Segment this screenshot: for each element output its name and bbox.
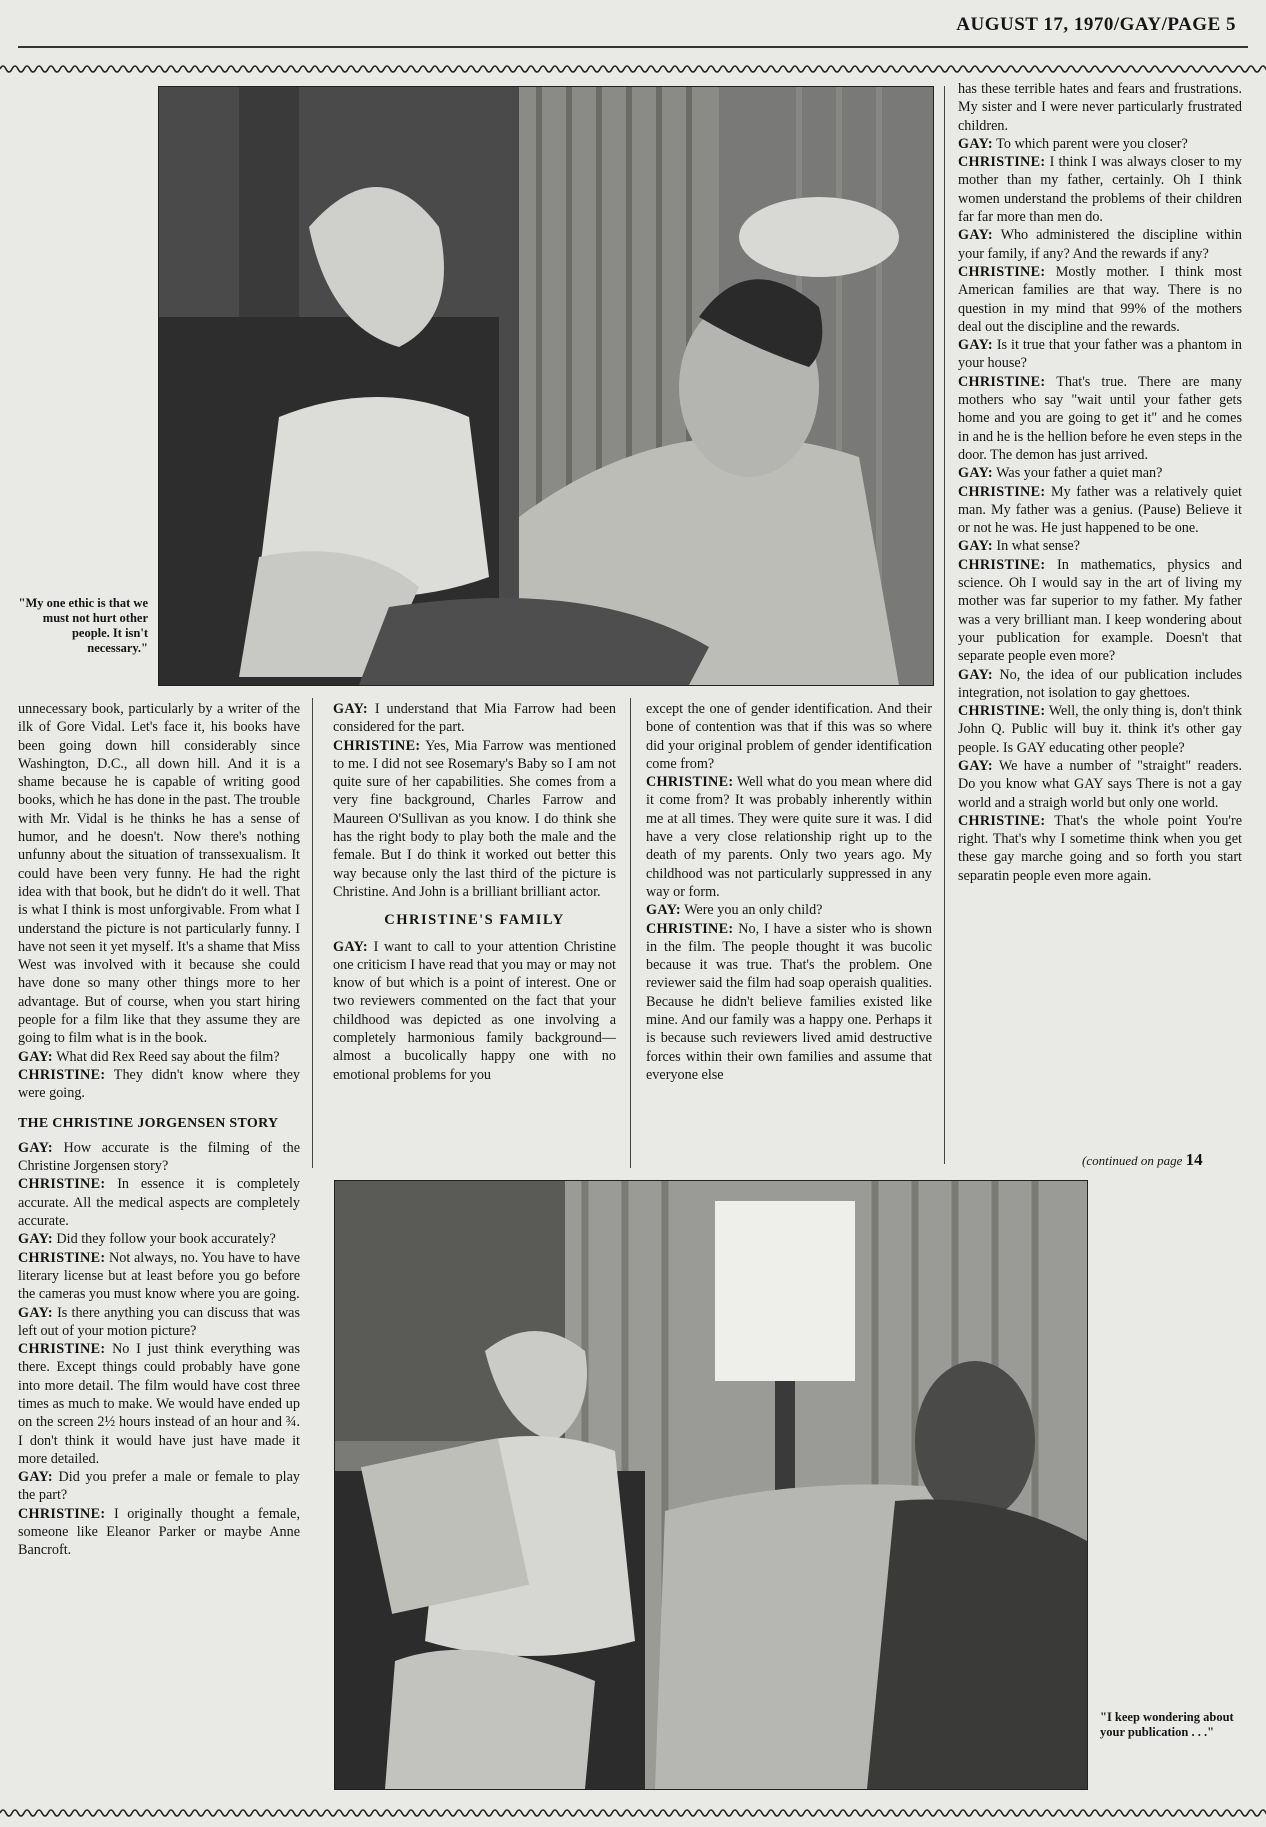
section-heading-story: THE CHRISTINE JORGENSEN STORY [18, 1115, 279, 1131]
paragraph-text: Not always, no. You have to have literary license but at least before you go before the cameras you must know where you are going. [18, 1249, 300, 1303]
speaker-label: CHRISTINE: [18, 1176, 106, 1193]
column-1b-paragraphs [18, 1139, 300, 1560]
paragraph-text: Yes, Mia Farrow was mentioned to me. I did not see Rosemary's Baby so I am not quite sure of her capabilities. She comes from a very fine background, Charles Farrow and Maureen O'Sullivan as you know. I do think she has the right body to play both the male and the female. But I do think it worked out better this way because only the last third of the picture is Christine. And John is a brilliant brilliant actor. [333, 737, 616, 900]
speaker-label: GAY: [18, 1048, 53, 1065]
paragraph-text: In what sense? [996, 538, 1080, 555]
paragraph [333, 737, 616, 902]
speaker-label: GAY: [18, 1231, 53, 1248]
paragraph [18, 1505, 300, 1560]
paragraph [958, 263, 1242, 336]
bottom-photo-caption: "I keep wondering about your publication . . ." [1100, 1710, 1234, 1739]
speaker-label: CHRISTINE: [958, 812, 1046, 829]
continued-page-number: 14 [1185, 1150, 1203, 1169]
paragraph-text: No, the idea of our publication includes integration, not isolation to gay ghettoes. [958, 666, 1242, 701]
column-3-paragraphs [646, 700, 932, 1084]
speaker-label: GAY: [646, 902, 681, 919]
column-divider-1 [312, 698, 313, 1168]
speaker-label: GAY: [958, 538, 993, 555]
paragraph [958, 336, 1242, 373]
column-divider-3 [944, 86, 945, 1164]
paragraph [18, 1175, 300, 1230]
paragraph-text: No, I have a sister who is shown in the film. The people thought it was bucolic because it was true. That's the problem. One reviewer said the film had soap operaish qualities. Because he didn't believe families existed like mine. And our family was a happy one. Perhaps it is because such reviewers lived amid destructive forces within their own families and assume that everyone else [646, 920, 932, 1083]
masthead: AUGUST 17, 1970/GAY/PAGE 5 [956, 14, 1236, 35]
paragraph [18, 1249, 300, 1304]
speaker-label: GAY: [18, 1304, 53, 1321]
column-2-paragraphs [333, 700, 616, 901]
column-4-paragraphs [958, 80, 1242, 885]
top-photo [158, 86, 934, 686]
paragraph-text: Well, the only thing is, don't think John Q. Public will buy it. think it's other gay people. Is GAY educating other people? [958, 703, 1243, 756]
paragraph [18, 1230, 300, 1248]
paragraph-text: Were you an only child? [684, 902, 823, 919]
continued-label: (continued on page [1082, 1153, 1183, 1168]
paragraph-text: We have a number of "straight" readers. Do you know what GAY says There is not a gay world and a straigh world but only one world. [958, 757, 1242, 811]
speaker-label: CHRISTINE: [333, 737, 421, 754]
paragraph [958, 812, 1242, 885]
paragraph-text: Did you prefer a male or female to play the part? [18, 1469, 301, 1504]
column-4 [958, 80, 1242, 885]
paragraph [958, 135, 1242, 153]
speaker-label: CHRISTINE: [958, 263, 1046, 280]
paragraph [333, 938, 616, 1084]
paragraph-text: Well what do you mean where did it come from? It was probably inherently within me at all times. They were quite sure it was. I did have a very close relationship right up to the death of my parents. Only two years ago. My childhood was not particularly suppressed in any way or form. [646, 774, 932, 900]
paragraph-text: No I just think everything was there. Except things could probably have gone into more detail. The film would have cost three times as much to make. We would have ended up on the screen 2½ hours instead of an hour and ¾. I don't think it would have just have made it more detailed. [18, 1341, 301, 1467]
column-1-paragraphs [18, 700, 300, 1103]
speaker-label: GAY: [333, 701, 368, 717]
paragraph [646, 920, 932, 1085]
column-2 [333, 700, 616, 1084]
paragraph [646, 901, 932, 919]
speaker-label: CHRISTINE: [18, 1505, 106, 1522]
paragraph [958, 464, 1242, 482]
paragraph-text: I originally thought a female, someone like Eleanor Parker or maybe Anne Bancroft. [18, 1505, 300, 1559]
paragraph-text: Who administered the discipline within your family, if any? And the rewards if any? [958, 227, 1242, 262]
speaker-label: CHRISTINE: [958, 483, 1046, 500]
paragraph [958, 153, 1242, 226]
paragraph-text: That's the whole point You're right. That's why I sometime think when you get these gay marche going and so forth you start separatin people even more again. [958, 812, 1242, 884]
speaker-label: GAY: [18, 1469, 53, 1486]
speaker-label: CHRISTINE: [958, 556, 1046, 573]
paragraph-text: I want to call to your attention Christine one criticism I have read that you may or may not know of but which is a point of interest. One or two reviewers commented on the fact that your childhood was depicted as one involving a completely harmonious family background—almost a bucolically happy one with no emotional problems for you [333, 938, 616, 1083]
paragraph-text: unnecessary book, particularly by a writer of the ilk of Gore Vidal. Let's face it, his books have been going down hill considerably since Washington, D.C., all down hill. And it is a shame because he is capable of writing good books, which he has done in the past. The trouble with Mr. Vidal is he thinks he has a sense of humor, and he doesn't. Now there's nothing unfunny about the situation of transsexualism. It could have been very funny. He had the right idea with that book, but he didn't do it well. That is what I think is most unforgivable. From what I understand the picture is not particularly funny. I have not seen it yet myself. It's a shame that Miss West was involved with it because she could have done so many other things more to her advantage. But of course, when you start hiring people for a film like that they assume they are going to film what is in the book. [18, 701, 300, 1047]
speaker-label: GAY: [958, 666, 993, 683]
bottom-photo [334, 1180, 1088, 1790]
paragraph-text: Is there anything you can discuss that was left out of your motion picture? [18, 1304, 301, 1339]
speaker-label: GAY: [18, 1139, 53, 1156]
paragraph-text: How accurate is the filming of the Christine Jorgensen story? [18, 1139, 300, 1175]
paragraph [18, 1468, 300, 1505]
speaker-label: CHRISTINE: [958, 154, 1046, 171]
paragraph-text: except the one of gender identification. And their bone of contention was that if this was so where did your original problem of gender identification come from? [646, 701, 932, 772]
paragraph [958, 757, 1242, 812]
paragraph-text: What did Rex Reed say about the film? [56, 1048, 280, 1065]
speaker-label: CHRISTINE: [18, 1341, 106, 1358]
paragraph [958, 666, 1242, 703]
paragraph [958, 556, 1242, 666]
paragraph [958, 80, 1242, 135]
top-wavy-border [0, 62, 1266, 76]
paragraph-text: That's true. There are many mothers who say "wait until your father gets home and you are going to get it" and he comes in and he is the hellion before he even steps in the door. The demon has just arrived. [958, 373, 1242, 463]
speaker-label: CHRISTINE: [646, 774, 734, 791]
paragraph-text: In essence it is completely accurate. All the medical aspects are completely accurate. [18, 1176, 300, 1230]
paragraph [958, 373, 1242, 464]
speaker-label: GAY: [958, 337, 993, 354]
speaker-label: CHRISTINE: [646, 920, 734, 937]
paragraph [18, 1139, 300, 1176]
paragraph [958, 537, 1242, 555]
speaker-label: GAY: [958, 465, 993, 482]
paragraph [18, 1066, 300, 1103]
paragraph-text: Is it true that your father was a phantom in your house? [958, 337, 1243, 372]
paragraph-text: has these terrible hates and fears and frustrations. My sister and I were never particularly frustrated children. [958, 81, 1242, 134]
top-photo-caption: "My one ethic is that we must not hurt other people. It isn't necessary." [18, 596, 148, 655]
speaker-label: CHRISTINE: [958, 703, 1046, 720]
header-rule [18, 46, 1248, 48]
paragraph [333, 700, 616, 737]
speaker-label: CHRISTINE: [18, 1249, 106, 1266]
paragraph-text: To which parent were you closer? [996, 135, 1188, 152]
column-3 [646, 700, 932, 1084]
paragraph [646, 773, 932, 901]
paragraph [18, 700, 300, 1048]
paragraph [958, 226, 1242, 263]
paragraph [18, 1340, 300, 1468]
paragraph-text: They didn't know where they were going. [18, 1066, 301, 1102]
paragraph [18, 1304, 300, 1341]
continued-note [1082, 1150, 1203, 1170]
paragraph-text: I understand that Mia Farrow had been considered for the part. [333, 701, 616, 736]
speaker-label: CHRISTINE: [958, 373, 1046, 390]
paragraph-text: My father was a relatively quiet man. My father was a genius. (Pause) Believe it or not he was. He just happened to be one. [958, 483, 1242, 537]
paragraph-text: I think I was always closer to my mother than my father, certainly. Oh I think women understand the problems of their children far far more than men do. [958, 154, 1243, 226]
speaker-label: CHRISTINE: [18, 1066, 106, 1083]
paragraph [958, 702, 1242, 757]
column-1 [18, 700, 300, 1560]
speaker-label: GAY: [958, 135, 993, 152]
paragraph-text: Did they follow your book accurately? [56, 1231, 276, 1248]
bottom-wavy-border [0, 1806, 1266, 1820]
paragraph [646, 700, 932, 773]
speaker-label: GAY: [333, 938, 368, 955]
column-divider-2 [630, 698, 631, 1168]
paragraph [958, 483, 1242, 538]
paragraph-text: In mathematics, physics and science. Oh I would say in the art of living my mother was far superior to my father. My father was a very brilliant man. I keep wondering about your publication for example. Doesn't that separate people even more? [958, 556, 1242, 665]
section-heading-family: CHRISTINE'S FAMILY [384, 912, 565, 929]
paragraph [18, 1048, 300, 1066]
paragraph-text: Was your father a quiet man? [996, 465, 1163, 482]
paragraph-text: Mostly mother. I think most American families are that way. There is no question in my mind that 99% of the mothers deal out the discipline and the rewards. [958, 263, 1243, 335]
speaker-label: GAY: [958, 757, 993, 774]
column-2b-paragraphs [333, 938, 616, 1084]
speaker-label: GAY: [958, 227, 993, 244]
